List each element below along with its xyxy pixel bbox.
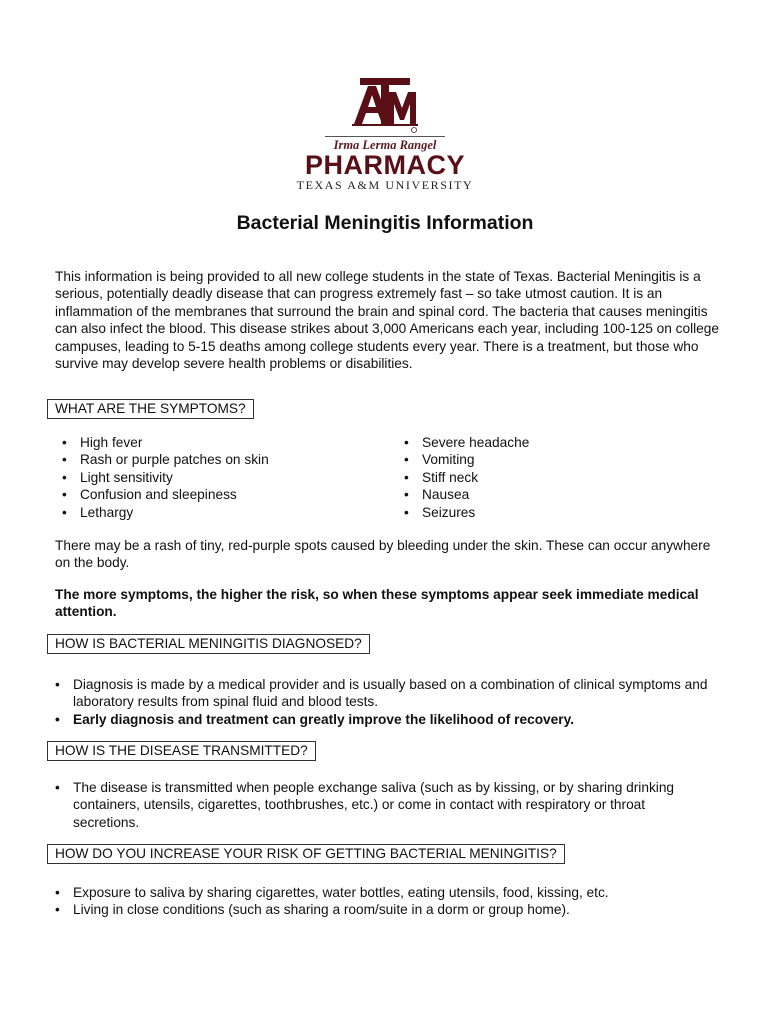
list-item: • Exposure to saliva by sharing cigarettes, water bottles, eating utensils, food, kissing, etc.: [51, 884, 711, 901]
list-item: • Lethargy: [58, 504, 358, 521]
symptoms-heading: WHAT ARE THE SYMPTOMS?: [47, 399, 254, 419]
symptoms-list-right: [400, 434, 700, 521]
rash-note: There may be a rash of tiny, red-purple spots caused by bleeding under the skin. These can occur anywhere on the body.: [55, 538, 711, 571]
logo-divider: [325, 136, 445, 137]
list-item: • Vomiting: [400, 451, 700, 468]
list-item: • Severe headache: [400, 434, 700, 451]
list-item: • Early diagnosis and treatment can greatly improve the likelihood of recovery.: [51, 711, 711, 728]
list-item: • Diagnosis is made by a medical provider and is usually based on a combination of clinical symptoms and laboratory results from spinal fluid and blood tests.: [51, 676, 711, 711]
list-item: • High fever: [58, 434, 358, 451]
list-item: • The disease is transmitted when people exchange saliva (such as by kissing, or by sharing drinking containers, utensils, cigarettes, toothbrushes, etc.) or come in contact with respiratory or throat secretions.: [51, 779, 711, 831]
symptoms-warning: The more symptoms, the higher the risk, so when these symptoms appear seek immediate medical attention.: [55, 587, 699, 620]
logo-pharmacy: PHARMACY: [304, 150, 465, 180]
list-item: • Seizures: [400, 504, 700, 521]
tamu-pharmacy-logo: [285, 76, 485, 192]
page-title: Bacterial Meningitis Information: [236, 212, 534, 234]
risk-heading: HOW DO YOU INCREASE YOUR RISK OF GETTING BACTERIAL MENINGITIS?: [47, 844, 565, 864]
list-item: • Rash or purple patches on skin: [58, 451, 358, 468]
list-item: • Nausea: [400, 486, 700, 503]
risk-list: [51, 884, 711, 919]
list-item: • Stiff neck: [400, 469, 700, 486]
list-item: • Light sensitivity: [58, 469, 358, 486]
intro-paragraph: This information is being provided to all new college students in the state of Texas. Bacterial Meningitis is a serious, potentially deadly disease that can progress extremely fast – so take utmost caution. It is an inflammation of the membranes that surround the brain and spinal cord. The bacteria that causes meningitis can also infect the blood. This disease strikes about 3,000 Americans each year, including 100-125 on college campuses, leading to 5-15 deaths among college students every year. There is a treatment, but those who survive may develop severe health problems or disabilities.: [55, 269, 720, 372]
transmission-heading: HOW IS THE DISEASE TRANSMITTED?: [47, 741, 316, 761]
diagnosis-heading: HOW IS BACTERIAL MENINGITIS DIAGNOSED?: [47, 634, 370, 654]
list-item: • Living in close conditions (such as sharing a room/suite in a dorm or group home).: [51, 901, 711, 918]
atm-monogram-icon: [350, 76, 420, 134]
symptoms-list-left: [58, 434, 358, 521]
list-item: • Confusion and sleepiness: [58, 486, 358, 503]
transmission-list: [51, 779, 711, 831]
diagnosis-list: [51, 676, 711, 728]
logo-script-line: Irma Lerma Rangel: [333, 138, 437, 152]
logo-university: TEXAS A&M UNIVERSITY: [296, 178, 474, 192]
